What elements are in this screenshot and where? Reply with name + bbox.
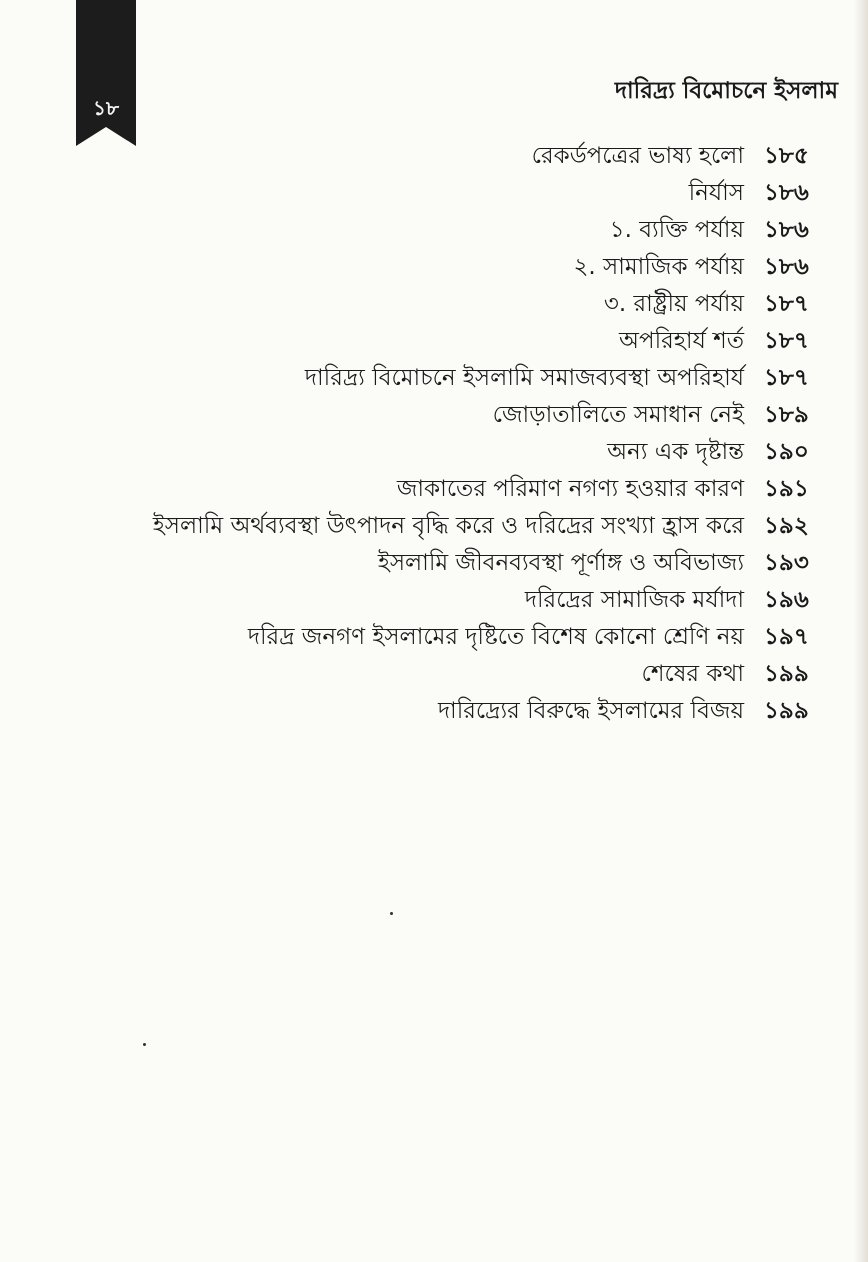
paper-speck <box>143 1043 146 1046</box>
table-of-contents <box>60 138 850 730</box>
toc-entry-title: জাকাতের পরিমাণ নগণ্য হওয়ার কারণ <box>396 476 744 502</box>
toc-entry-page: ১৮৬ <box>764 180 809 206</box>
toc-entry <box>60 323 850 360</box>
toc-entry-title: ৩. রাষ্ট্রীয় পর্যায় <box>603 291 744 317</box>
page-number: ১৮ <box>93 96 119 120</box>
page-edge-shadow <box>854 0 868 1262</box>
toc-entry-title: অপরিহার্য শর্ত <box>619 328 744 354</box>
toc-entry-title: দারিদ্র্যের বিরুদ্ধে ইসলামের বিজয় <box>437 698 744 724</box>
toc-entry-page: ১৯০ <box>764 439 809 465</box>
toc-entry <box>60 138 850 175</box>
toc-entry <box>60 249 850 286</box>
toc-entry <box>60 360 850 397</box>
toc-entry-page: ১৯১ <box>764 476 809 502</box>
toc-entry-page: ১৯৩ <box>764 550 809 576</box>
toc-entry <box>60 656 850 693</box>
toc-entry-page: ১৮৬ <box>764 217 809 243</box>
toc-entry-title: দরিদ্র জনগণ ইসলামের দৃষ্টিতে বিশেষ কোনো শ্রেণি নয় <box>247 624 744 650</box>
toc-entry-page: ১৮৭ <box>764 291 809 317</box>
toc-entry-title: ২. সামাজিক পর্যায় <box>573 254 744 280</box>
toc-entry-title: ইসলামি জীবনব্যবস্থা পূর্ণাঙ্গ ও অবিভাজ্য <box>377 550 744 576</box>
paper-speck <box>390 912 393 915</box>
toc-entry-title: দরিদ্রের সামাজিক মর্যাদা <box>524 587 744 613</box>
toc-entry-title: ১. ব্যক্তি পর্যায় <box>609 217 744 243</box>
toc-entry <box>60 175 850 212</box>
toc-entry-title: নির্যাস <box>688 180 744 206</box>
toc-entry <box>60 545 850 582</box>
toc-entry <box>60 212 850 249</box>
toc-entry-page: ১৮৭ <box>764 365 809 391</box>
toc-entry-page: ১৯৬ <box>764 587 809 613</box>
toc-entry-page: ১৮৯ <box>764 402 809 428</box>
toc-entry-page: ১৯২ <box>764 513 809 539</box>
toc-entry-page: ১৮৫ <box>764 143 809 169</box>
toc-entry-title: দারিদ্র্য বিমোচনে ইসলামি সমাজব্যবস্থা অপরিহার্য <box>304 365 744 391</box>
toc-entry-title: জোড়াতালিতে সমাধান নেই <box>492 402 744 428</box>
toc-entry-page: ১৯৯ <box>764 698 809 724</box>
running-header-title: দারিদ্র্য বিমোচনে ইসলাম <box>614 78 838 104</box>
toc-entry-page: ১৮৬ <box>764 254 809 280</box>
toc-entry-page: ১৮৭ <box>764 328 809 354</box>
toc-entry <box>60 434 850 471</box>
toc-entry-title: অন্য এক দৃষ্টান্ত <box>607 439 744 465</box>
toc-entry <box>60 693 850 730</box>
toc-entry-title: রেকর্ডপত্রের ভাষ্য হলো <box>531 143 744 169</box>
toc-entry <box>60 582 850 619</box>
toc-entry <box>60 286 850 323</box>
toc-entry-page: ১৯৭ <box>764 624 809 650</box>
toc-entry <box>60 508 850 545</box>
toc-entry <box>60 471 850 508</box>
toc-entry <box>60 619 850 656</box>
toc-entry-title: ইসলামি অর্থব্যবস্থা উৎপাদন বৃদ্ধি করে ও দরিদ্রের সংখ্যা হ্রাস করে <box>152 513 744 539</box>
toc-entry-title: শেষের কথা <box>641 661 744 687</box>
toc-entry <box>60 397 850 434</box>
toc-entry-page: ১৯৯ <box>764 661 809 687</box>
